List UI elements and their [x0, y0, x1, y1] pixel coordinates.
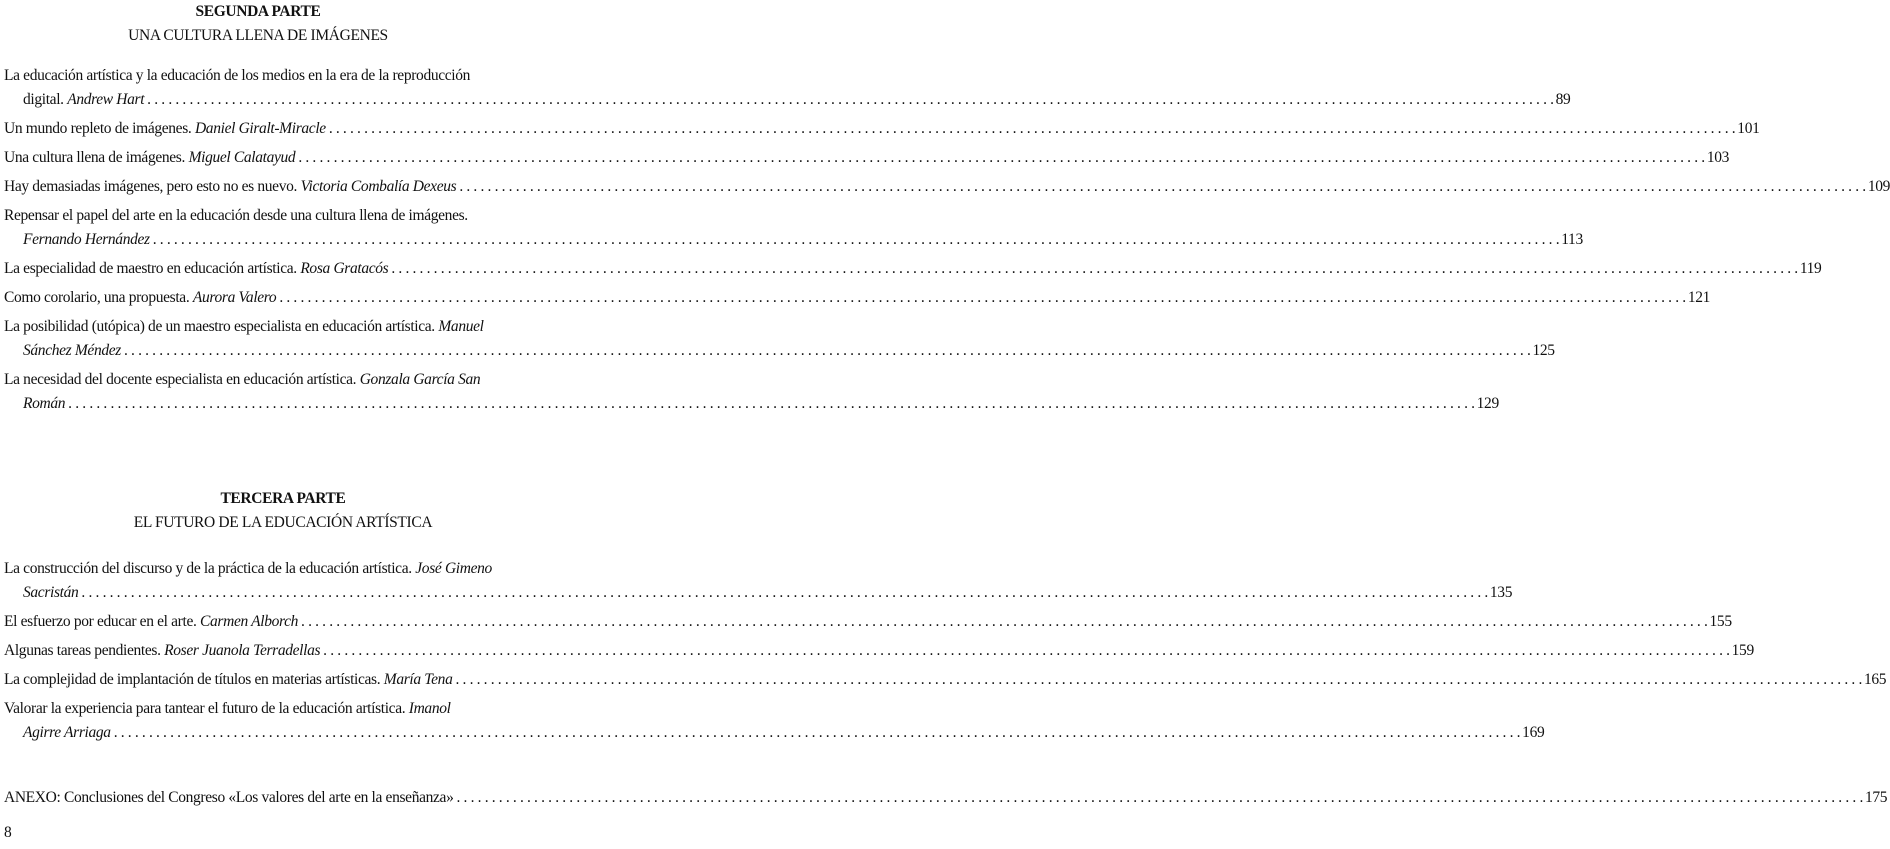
entry-author: Roser Juanola Terradellas [164, 642, 321, 659]
dot-leader: . . . . . . . . . . . . . . . . . . . . . . . . . . . . . . . . . . . . . . . . . . . . . . . . . . . . . . . . . . . . . . . . . . . . . . . . . . . . . . . . . . . . . . . . . . . . . . . . . . . . . . . . . . . . . . . . . . . . . . . . . . . . . . . . . . . . . . . . . . . . . . . . . . . . . . . . . . . . . . . . . . . . . . . . . . . . . . . . . . . . . . . . . . . . . . . . . . . . . . . . [279, 289, 1686, 306]
entry-text [23, 392, 65, 416]
entry-text [4, 668, 452, 692]
entry-page: 175 [1864, 789, 1888, 806]
entry-line [4, 368, 592, 392]
toc-entry[interactable] [4, 204, 1583, 252]
entry-text [4, 286, 276, 310]
page-number: 8 [4, 824, 12, 841]
entry-author: Daniel Giralt-Miracle [194, 120, 326, 137]
entry-title: Repensar el papel del arte en la educación desde una cultura llena de imágenes. [4, 207, 468, 224]
entry-page: 121 [1687, 289, 1711, 306]
toc-entry[interactable] [4, 639, 1754, 663]
toc-entry[interactable] [4, 668, 1887, 692]
entry-title: La necesidad del docente especialista en educación artística. [4, 371, 357, 388]
entry-line [4, 392, 1499, 416]
entry-line [4, 668, 1887, 692]
entry-text [4, 610, 298, 634]
entry-page: 125 [1532, 342, 1555, 359]
toc-entry[interactable] [4, 315, 1555, 363]
entry-text [23, 88, 144, 112]
entry-line [4, 117, 1760, 141]
dot-leader: . . . . . . . . . . . . . . . . . . . . . . . . . . . . . . . . . . . . . . . . . . . . . . . . . . . . . . . . . . . . . . . . . . . . . . . . . . . . . . . . . . . . . . . . . . . . . . . . . . . . . . . . . . . . . . . . . . . . . . . . . . . . . . . . . . . . . . . . . . . . . . . . . . . . . . . . . . . . . . . . . . . . . . . . . . . . . . . . . . . . . . . . . . . . . . . . . . . . . . . . [152, 231, 1560, 248]
entry-text [4, 204, 468, 228]
entry-author: Fernando Hernández [23, 231, 150, 248]
dot-leader: . . . . . . . . . . . . . . . . . . . . . . . . . . . . . . . . . . . . . . . . . . . . . . . . . . . . . . . . . . . . . . . . . . . . . . . . . . . . . . . . . . . . . . . . . . . . . . . . . . . . . . . . . . . . . . . . . . . . . . . . . . . . . . . . . . . . . . . . . . . . . . . . . . . . . . . . . . . . . . . . . . . . . . . . . . . . . . . . . . . . . . . . . . . . . . . . . . . . . . . . [323, 642, 1730, 659]
entry-text [4, 368, 480, 392]
entry-title: La posibilidad (utópica) de un maestro especialista en educación artística. [4, 318, 435, 335]
dot-leader: . . . . . . . . . . . . . . . . . . . . . . . . . . . . . . . . . . . . . . . . . . . . . . . . . . . . . . . . . . . . . . . . . . . . . . . . . . . . . . . . . . . . . . . . . . . . . . . . . . . . . . . . . . . . . . . . . . . . . . . . . . . . . . . . . . . . . . . . . . . . . . . . . . . . . . . . . . . . . . . . . . . . . . . . . . . . . . . . . . . . . . . . . . . . . . . . . . . . . . . . [81, 584, 1488, 601]
dot-leader: . . . . . . . . . . . . . . . . . . . . . . . . . . . . . . . . . . . . . . . . . . . . . . . . . . . . . . . . . . . . . . . . . . . . . . . . . . . . . . . . . . . . . . . . . . . . . . . . . . . . . . . . . . . . . . . . . . . . . . . . . . . . . . . . . . . . . . . . . . . . . . . . . . . . . . . . . . . . . . . . . . . . . . . . . . . . . . . . . . . . . . . . . . . . . . . . . . . . . . . . [456, 789, 1863, 806]
dot-leader: . . . . . . . . . . . . . . . . . . . . . . . . . . . . . . . . . . . . . . . . . . . . . . . . . . . . . . . . . . . . . . . . . . . . . . . . . . . . . . . . . . . . . . . . . . . . . . . . . . . . . . . . . . . . . . . . . . . . . . . . . . . . . . . . . . . . . . . . . . . . . . . . . . . . . . . . . . . . . . . . . . . . . . . . . . . . . . . . . . . . . . . . . . . . . . . . . . . . . . . . [455, 671, 1862, 688]
dot-leader: . . . . . . . . . . . . . . . . . . . . . . . . . . . . . . . . . . . . . . . . . . . . . . . . . . . . . . . . . . . . . . . . . . . . . . . . . . . . . . . . . . . . . . . . . . . . . . . . . . . . . . . . . . . . . . . . . . . . . . . . . . . . . . . . . . . . . . . . . . . . . . . . . . . . . . . . . . . . . . . . . . . . . . . . . . . . . . . . . . . . . . . . . . . . . . . . . . . . . . . . [391, 260, 1798, 277]
entry-title: Hay demasiadas imágenes, pero esto no es nuevo. [4, 178, 298, 195]
entry-title: digital. [23, 91, 64, 108]
dot-leader: . . . . . . . . . . . . . . . . . . . . . . . . . . . . . . . . . . . . . . . . . . . . . . . . . . . . . . . . . . . . . . . . . . . . . . . . . . . . . . . . . . . . . . . . . . . . . . . . . . . . . . . . . . . . . . . . . . . . . . . . . . . . . . . . . . . . . . . . . . . . . . . . . . . . . . . . . . . . . . . . . . . . . . . . . . . . . . . . . . . . . . . . . . . . . . . . . . . . . . . . [68, 395, 1475, 412]
entry-page: 155 [1709, 613, 1732, 630]
entry-page: 129 [1476, 395, 1499, 412]
entry-page: 89 [1555, 91, 1571, 108]
entry-line [4, 610, 1732, 634]
entry-title: Valorar la experiencia para tantear el futuro de la educación artística. [4, 700, 406, 717]
entry-line [4, 315, 592, 339]
dot-leader: . . . . . . . . . . . . . . . . . . . . . . . . . . . . . . . . . . . . . . . . . . . . . . . . . . . . . . . . . . . . . . . . . . . . . . . . . . . . . . . . . . . . . . . . . . . . . . . . . . . . . . . . . . . . . . . . . . . . . . . . . . . . . . . . . . . . . . . . . . . . . . . . . . . . . . . . . . . . . . . . . . . . . . . . . . . . . . . . . . . . . . . . . . . . . . . . . . . . . . . . [301, 613, 1708, 630]
entry-line [4, 286, 1711, 310]
entry-title: Una cultura llena de imágenes. [4, 149, 186, 166]
entry-title: ANEXO: Conclusiones del Congreso «Los valores del arte en la enseñanza» [4, 789, 454, 806]
entry-page: 113 [1561, 231, 1583, 248]
entry-author: Aurora Valero [192, 289, 277, 306]
entry-page: 109 [1867, 178, 1890, 195]
entry-line [4, 146, 1730, 170]
entry-page: 119 [1799, 260, 1822, 277]
entry-text [4, 146, 295, 170]
entry-line [4, 339, 1555, 363]
toc-entry[interactable] [4, 117, 1760, 141]
entry-text [4, 117, 326, 141]
entry-author: Rosa Gratacós [300, 260, 389, 277]
entry-text [23, 228, 150, 252]
toc-entry[interactable] [4, 697, 1545, 745]
section-tercera-parte [0, 487, 1887, 750]
entry-text [23, 581, 78, 605]
entry-line [4, 228, 1583, 252]
dot-leader: . . . . . . . . . . . . . . . . . . . . . . . . . . . . . . . . . . . . . . . . . . . . . . . . . . . . . . . . . . . . . . . . . . . . . . . . . . . . . . . . . . . . . . . . . . . . . . . . . . . . . . . . . . . . . . . . . . . . . . . . . . . . . . . . . . . . . . . . . . . . . . . . . . . . . . . . . . . . . . . . . . . . . . . . . . . . . . . . . . . . . . . . . . . . . . . . . . . . . . . . [459, 178, 1866, 195]
dot-leader: . . . . . . . . . . . . . . . . . . . . . . . . . . . . . . . . . . . . . . . . . . . . . . . . . . . . . . . . . . . . . . . . . . . . . . . . . . . . . . . . . . . . . . . . . . . . . . . . . . . . . . . . . . . . . . . . . . . . . . . . . . . . . . . . . . . . . . . . . . . . . . . . . . . . . . . . . . . . . . . . . . . . . . . . . . . . . . . . . . . . . . . . . . . . . . . . . . . . . . . . [123, 342, 1531, 359]
entry-title: La especialidad de maestro en educación artística. [4, 260, 297, 277]
entry-line [4, 204, 592, 228]
dot-leader: . . . . . . . . . . . . . . . . . . . . . . . . . . . . . . . . . . . . . . . . . . . . . . . . . . . . . . . . . . . . . . . . . . . . . . . . . . . . . . . . . . . . . . . . . . . . . . . . . . . . . . . . . . . . . . . . . . . . . . . . . . . . . . . . . . . . . . . . . . . . . . . . . . . . . . . . . . . . . . . . . . . . . . . . . . . . . . . . . . . . . . . . . . . . . . . . . . . . . . . . [147, 91, 1554, 108]
entry-author: Victoria Combalía Dexeus [300, 178, 457, 195]
toc-entry-annex[interactable] [4, 786, 1888, 810]
section-heading: SEGUNDA PARTE [195, 3, 321, 20]
section-segunda-parte [0, 0, 1890, 421]
dot-leader: . . . . . . . . . . . . . . . . . . . . . . . . . . . . . . . . . . . . . . . . . . . . . . . . . . . . . . . . . . . . . . . . . . . . . . . . . . . . . . . . . . . . . . . . . . . . . . . . . . . . . . . . . . . . . . . . . . . . . . . . . . . . . . . . . . . . . . . . . . . . . . . . . . . . . . . . . . . . . . . . . . . . . . . . . . . . . . . . . . . . . . . . . . . . . . . . . . . . . . . . [298, 149, 1705, 166]
entry-page: 103 [1706, 149, 1730, 166]
entry-author: Carmen Alborch [200, 613, 299, 630]
section-heading: TERCERA PARTE [220, 490, 346, 507]
dot-leader: . . . . . . . . . . . . . . . . . . . . . . . . . . . . . . . . . . . . . . . . . . . . . . . . . . . . . . . . . . . . . . . . . . . . . . . . . . . . . . . . . . . . . . . . . . . . . . . . . . . . . . . . . . . . . . . . . . . . . . . . . . . . . . . . . . . . . . . . . . . . . . . . . . . . . . . . . . . . . . . . . . . . . . . . . . . . . . . . . . . . . . . . . . . . . . . . . . . . . . . . [328, 120, 1736, 137]
entry-text [4, 557, 492, 581]
entry-page: 169 [1522, 724, 1545, 741]
entry-line [4, 697, 592, 721]
toc-entries [0, 557, 1887, 745]
entry-text [4, 175, 456, 199]
entry-text [4, 315, 484, 339]
entry-text [23, 721, 111, 745]
toc-entry[interactable] [4, 557, 1513, 605]
entry-author: Agirre Arriaga [23, 724, 111, 741]
entry-author: José Gimeno [415, 560, 492, 577]
entry-author: Sánchez Méndez [23, 342, 121, 359]
toc-entry[interactable] [4, 64, 1571, 112]
entry-author: Andrew Hart [67, 91, 145, 108]
toc-entry[interactable] [4, 286, 1711, 310]
section-subtitle: EL FUTURO DE LA EDUCACIÓN ARTÍSTICA [133, 514, 433, 531]
toc-entry[interactable] [4, 610, 1732, 634]
entry-text [23, 339, 121, 363]
section-subtitle: UNA CULTURA LLENA DE IMÁGENES [128, 27, 388, 44]
toc-entries [0, 64, 1890, 416]
entry-page: 159 [1731, 642, 1754, 659]
entry-author: Sacristán [23, 584, 79, 601]
entry-author: Manuel [438, 318, 484, 335]
entry-title: La educación artística y la educación de los medios en la era de la reproducción [4, 67, 471, 84]
entry-author: Imanol [408, 700, 451, 717]
entry-line [4, 175, 1890, 199]
entry-author: Román [23, 395, 66, 412]
entry-author: Gonzala García San [359, 371, 481, 388]
entry-text [4, 257, 388, 281]
entry-line [4, 557, 592, 581]
entry-page: 135 [1489, 584, 1513, 601]
entry-page: 165 [1863, 671, 1887, 688]
entry-text [4, 639, 320, 663]
entry-author: María Tena [383, 671, 453, 688]
entry-title: La complejidad de implantación de títulos en materias artísticas. [4, 671, 381, 688]
entry-text [4, 64, 470, 88]
entry-title: Algunas tareas pendientes. [4, 642, 161, 659]
entry-text [4, 697, 451, 721]
entry-page: 101 [1737, 120, 1760, 137]
entry-title: La construcción del discurso y de la práctica de la educación artística. [4, 560, 412, 577]
dot-leader: . . . . . . . . . . . . . . . . . . . . . . . . . . . . . . . . . . . . . . . . . . . . . . . . . . . . . . . . . . . . . . . . . . . . . . . . . . . . . . . . . . . . . . . . . . . . . . . . . . . . . . . . . . . . . . . . . . . . . . . . . . . . . . . . . . . . . . . . . . . . . . . . . . . . . . . . . . . . . . . . . . . . . . . . . . . . . . . . . . . . . . . . . . . . . . . . . . . . . . . . [113, 724, 1521, 741]
toc-entry[interactable] [4, 175, 1890, 199]
toc-entry[interactable] [4, 257, 1822, 281]
entry-title: Un mundo repleto de imágenes. [4, 120, 192, 137]
entry-line [4, 581, 1513, 605]
entry-author: Miguel Calatayud [188, 149, 296, 166]
entry-title: El esfuerzo por educar en el arte. [4, 613, 197, 630]
toc-entry[interactable] [4, 146, 1730, 170]
entry-title: Como corolario, una propuesta. [4, 289, 190, 306]
toc-entry[interactable] [4, 368, 1499, 416]
entry-line [4, 64, 592, 88]
entry-line [4, 639, 1754, 663]
entry-line [4, 88, 1571, 112]
entry-line [4, 257, 1822, 281]
entry-line [4, 721, 1545, 745]
